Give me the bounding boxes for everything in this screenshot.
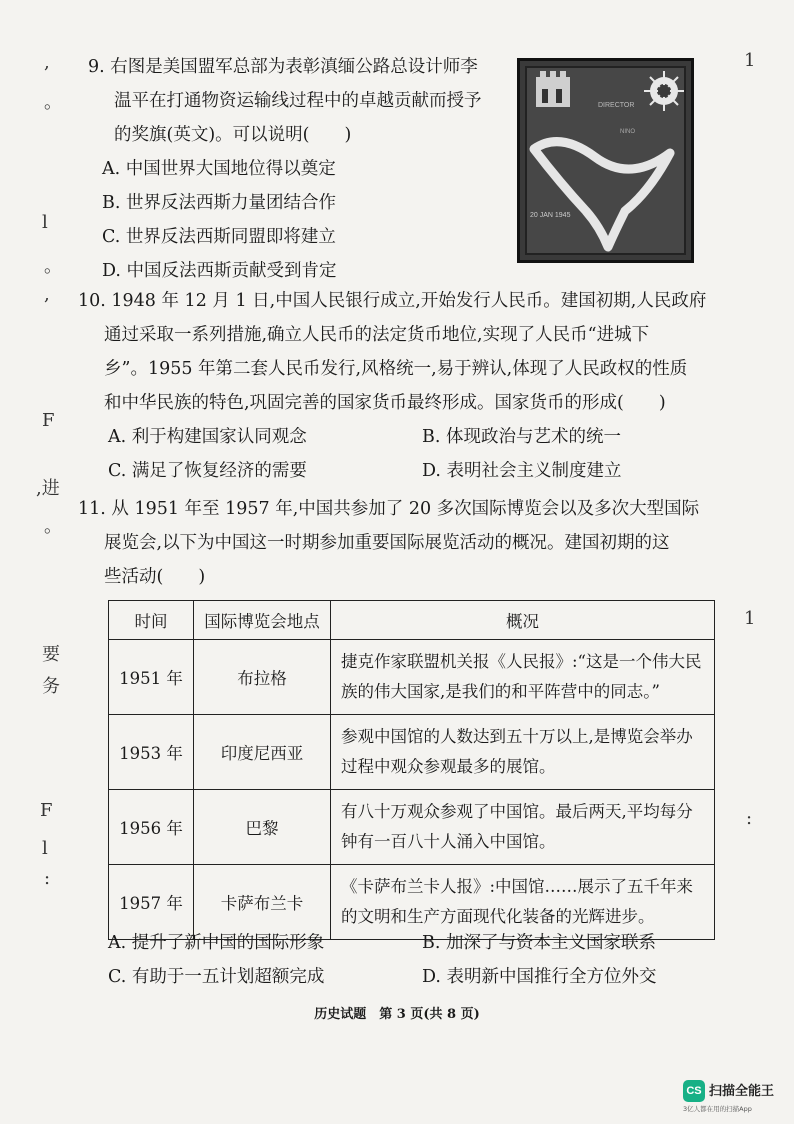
page-footer: 历史试题 第 3 页(共 8 页) — [314, 1007, 480, 1022]
question-11-stem-line: 11. 从 1951 年至 1957 年,中国共参加了 20 多次国际博览会以及多次大型国际 — [78, 499, 700, 519]
table-cell-year: 1957 年 — [109, 865, 194, 940]
table-row — [109, 790, 715, 865]
margin-mark: 。 — [44, 256, 62, 277]
question-10-stem-line: 10. 1948 年 12 月 1 日,中国人民银行成立,开始发行人民币。建国初期,人民政府 — [78, 291, 707, 311]
watermark-app-name: 扫描全能王 — [709, 1084, 775, 1099]
banner-text: NINO — [620, 129, 635, 135]
question-9-stem-line: 的奖旗(英文)。可以说明( ) — [114, 125, 352, 145]
sun-emblem-icon — [644, 71, 684, 111]
table-row — [109, 715, 715, 790]
question-10 — [78, 284, 728, 488]
watermark-tagline: 3亿人都在用的扫描App — [683, 1105, 752, 1113]
table-row — [109, 640, 715, 715]
question-10-option-d[interactable]: D. 表明社会主义制度建立 — [422, 461, 622, 481]
table-cell-location: 布拉格 — [194, 640, 331, 715]
margin-mark: 要 — [42, 644, 60, 665]
question-11-options-row — [108, 926, 728, 960]
question-11-option-c[interactable]: C. 有助于一五计划超额完成 — [108, 967, 325, 987]
table-cell-overview: 参观中国馆的人数达到五十万以上,是博览会举办过程中观众参观最多的展馆。 — [331, 715, 715, 790]
exhibition-table — [108, 600, 715, 940]
question-10-option-b[interactable]: B. 体现政治与艺术的统一 — [422, 427, 621, 447]
question-9-option-d[interactable]: D. 中国反法西斯贡献受到肯定 — [102, 261, 337, 281]
question-11-options-row — [108, 960, 728, 994]
question-11 — [78, 492, 728, 594]
margin-mark: , — [44, 284, 50, 305]
question-10-stem-line: 乡”。1955 年第二套人民币发行,风格统一,易于辨认,体现了人民政权的性质 — [104, 359, 688, 379]
margin-mark: , — [44, 52, 50, 73]
margin-mark: l — [42, 838, 48, 859]
margin-mark: ,进 — [36, 478, 60, 499]
table-cell-year: 1951 年 — [109, 640, 194, 715]
table-cell-location: 卡萨布兰卡 — [194, 865, 331, 940]
table-cell-overview: 《卡萨布兰卡人报》:中国馆……展示了五千年来的文明和生产方面现代化装备的光辉进步。 — [331, 865, 715, 940]
banner-text: DIRECTOR — [598, 102, 635, 109]
question-11-option-d[interactable]: D. 表明新中国推行全方位外交 — [422, 967, 657, 987]
award-banner-illustration — [520, 61, 691, 260]
margin-mark: : — [746, 808, 753, 829]
question-11-options — [108, 926, 728, 994]
question-9-option-b[interactable]: B. 世界反法西斯力量团结合作 — [102, 193, 336, 213]
camscanner-logo-icon: CS — [683, 1080, 705, 1102]
question-11-option-b[interactable]: B. 加深了与资本主义国家联系 — [422, 933, 656, 953]
question-9-option-a[interactable]: A. 中国世界大国地位得以奠定 — [102, 159, 336, 179]
question-11-option-a[interactable]: A. 提升了新中国的国际形象 — [108, 933, 325, 953]
column-header-location: 国际博览会地点 — [194, 601, 331, 640]
question-11-stem-line: 些活动( ) — [104, 567, 206, 587]
award-banner-photo — [517, 58, 694, 263]
table-cell-year: 1953 年 — [109, 715, 194, 790]
table-header-row — [109, 601, 715, 640]
banner-date: 20 JAN 1945 — [530, 212, 571, 219]
table-cell-year: 1956 年 — [109, 790, 194, 865]
question-9-stem-line: 温平在打通物资运输线过程中的卓越贡献而授予 — [114, 91, 482, 111]
question-11-stem-line: 展览会,以下为中国这一时期参加重要国际展览活动的概况。建国初期的这 — [104, 533, 670, 553]
question-10-options-row — [78, 420, 728, 454]
question-9-stem-line: 9. 右图是美国盟军总部为表彰滇缅公路总设计师李 — [88, 57, 478, 77]
margin-mark: F — [40, 800, 53, 821]
margin-mark: 。 — [44, 516, 62, 537]
table-cell-overview: 有八十万观众参观了中国馆。最后两天,平均每分钟有一百八十人涌入中国馆。 — [331, 790, 715, 865]
margin-mark: 。 — [44, 92, 62, 113]
table-cell-location: 印度尼西亚 — [194, 715, 331, 790]
castle-emblem-icon — [536, 71, 570, 107]
question-10-option-c[interactable]: C. 满足了恢复经济的需要 — [108, 461, 307, 481]
question-10-options-row — [78, 454, 728, 488]
margin-mark: 1 — [744, 50, 756, 71]
margin-mark: F — [42, 410, 55, 431]
question-9 — [88, 50, 508, 288]
table-cell-overview: 捷克作家联盟机关报《人民报》:“这是一个伟大民族的伟大国家,是我们的和平阵营中的同志。” — [331, 640, 715, 715]
margin-mark: 1 — [744, 608, 756, 629]
column-header-time: 时间 — [109, 601, 194, 640]
question-10-stem-line: 和中华民族的特色,巩固完善的国家货币最终形成。国家货币的形成( ) — [104, 393, 666, 413]
table-cell-location: 巴黎 — [194, 790, 331, 865]
margin-mark: l — [42, 212, 48, 233]
margin-mark: 务 — [42, 676, 60, 697]
column-header-overview: 概况 — [331, 601, 715, 640]
question-9-option-c[interactable]: C. 世界反法西斯同盟即将建立 — [102, 227, 336, 247]
question-10-stem-line: 通过采取一系列措施,确立人民币的法定货币地位,实现了人民币“进城下 — [104, 325, 650, 345]
margin-mark: : — [44, 868, 51, 889]
question-10-option-a[interactable]: A. 利于构建国家认同观念 — [108, 427, 307, 447]
